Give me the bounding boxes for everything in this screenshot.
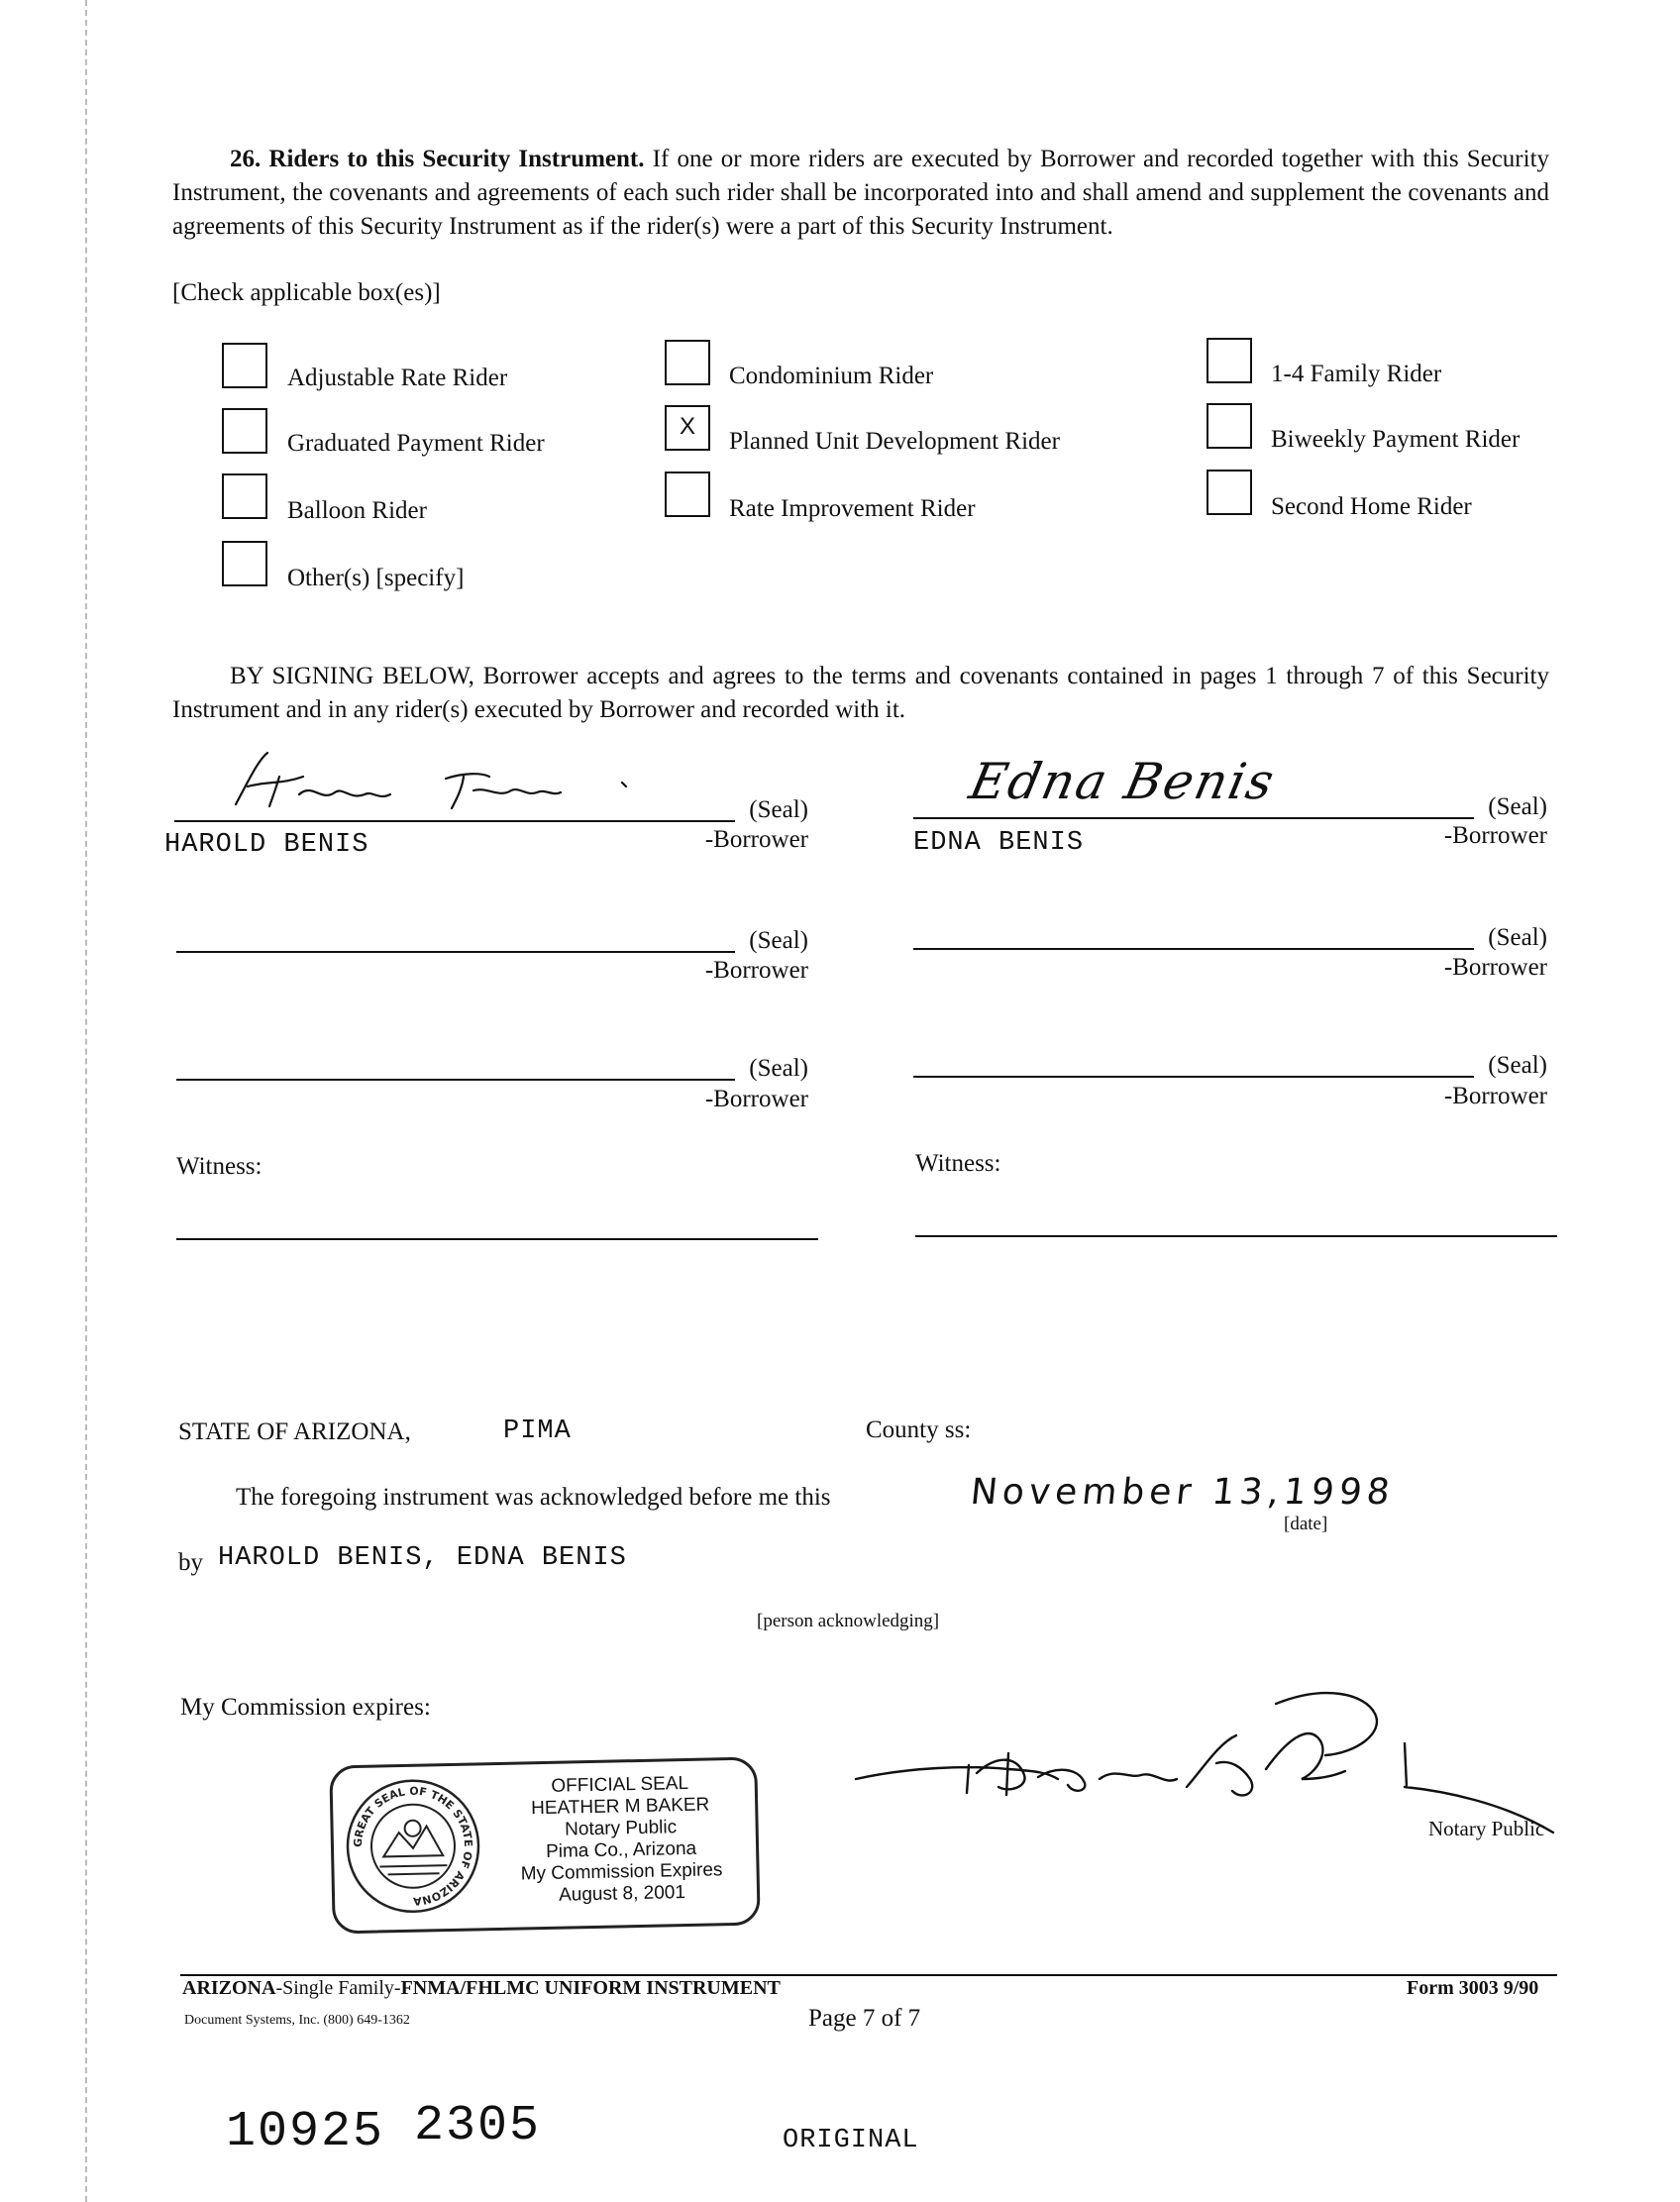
checkbox-planned-unit-development-rider[interactable]: X xyxy=(665,405,710,451)
checkbox-other-rider[interactable] xyxy=(222,541,267,586)
county-name: PIMA xyxy=(503,1416,572,1446)
stamp-line-expires-date: August 8, 2001 xyxy=(558,1882,686,1906)
stamp-line-title: Notary Public xyxy=(564,1817,678,1840)
notary-stamp xyxy=(329,1756,760,1934)
section-body: If one or more riders are executed by Borrower and recorded together with this Security Instrument, the covenants and agreements of each such rider shall be incorporated into and shall amend and supplement the covenants and agreements of this Security Instrument as if the rider(s) were a part of this Security Instrument. xyxy=(172,146,1550,240)
stamp-line-county: Pima Co., Arizona xyxy=(545,1837,697,1862)
stamp-line-official-seal: OFFICIAL SEAL xyxy=(551,1772,689,1797)
by-label: by xyxy=(178,1549,203,1576)
signature-line-borrower-1[interactable] xyxy=(174,820,735,822)
borrower-label: -Borrower xyxy=(704,826,808,853)
date-label: [date] xyxy=(1284,1514,1328,1534)
form-number: Form 3003 9/90 xyxy=(1407,1977,1539,1999)
label-condominium-rider: Condominium Rider xyxy=(729,363,934,389)
form-title-type: -Single Family- xyxy=(275,1977,401,1999)
stamp-line-expires-label: My Commission Expires xyxy=(520,1859,723,1885)
label-adjustable-rate-rider: Adjustable Rate Rider xyxy=(287,365,508,391)
recording-book: 10925 xyxy=(226,2104,385,2160)
borrower-label: -Borrower xyxy=(704,1086,808,1112)
form-title xyxy=(182,1977,781,2000)
edna-signature: Edna Benis xyxy=(964,753,1281,810)
label-second-home-rider: Second Home Rider xyxy=(1271,493,1472,520)
footer-rule xyxy=(180,1974,1557,1976)
commission-label: My Commission expires: xyxy=(180,1694,431,1721)
label-1-4-family-rider: 1-4 Family Rider xyxy=(1271,361,1442,387)
form-title-state: ARIZONA xyxy=(182,1977,276,1999)
notary-public-label: Notary Public xyxy=(1428,1817,1545,1840)
state-label: STATE OF ARIZONA, xyxy=(178,1418,411,1445)
seal-label: (Seal) xyxy=(749,796,808,823)
borrower-1-name: HAROLD BENIS xyxy=(164,830,369,860)
checkbox-rate-improvement-rider[interactable] xyxy=(665,472,710,517)
form-title-instrument: FNMA/FHLMC UNIFORM INSTRUMENT xyxy=(400,1977,781,1999)
signature-line-borrower-5[interactable] xyxy=(176,1079,735,1081)
witness-label-left: Witness: xyxy=(176,1153,262,1180)
stamp-line-notary-name: HEATHER M BAKER xyxy=(530,1794,710,1820)
signing-statement: BY SIGNING BELOW, Borrower accepts and agrees to the terms and covenants contained in pages 1 through 7 of this Security Instrument and in any rider(s) executed by Borrower and recorded with it. xyxy=(172,663,1549,723)
label-planned-unit-development-rider: Planned Unit Development Rider xyxy=(729,428,1060,455)
acknowledgment-date: November 13,1998 xyxy=(968,1472,1397,1513)
borrower-2-name: EDNA BENIS xyxy=(913,828,1085,858)
person-acknowledging-label: [person acknowledging] xyxy=(757,1611,940,1631)
stamp-text xyxy=(501,1772,742,1908)
section-26-paragraph xyxy=(172,143,1549,244)
signature-line-borrower-2[interactable] xyxy=(913,817,1474,819)
persons-acknowledging: HAROLD BENIS, EDNA BENIS xyxy=(218,1543,627,1573)
check-note: [Check applicable box(es)] xyxy=(172,279,441,306)
witness-line-left[interactable] xyxy=(176,1238,818,1240)
county-label: County ss: xyxy=(866,1416,972,1443)
label-rate-improvement-rider: Rate Improvement Rider xyxy=(729,495,976,522)
harold-signature xyxy=(218,743,654,822)
checkbox-graduated-payment-rider[interactable] xyxy=(222,408,267,454)
seal-label: (Seal) xyxy=(749,1055,808,1082)
seal-ring-text: GREAT SEAL OF THE STATE OF ARIZONA xyxy=(351,1784,475,1908)
page-number: Page 7 of 7 xyxy=(808,2005,921,2032)
section-number: 26. xyxy=(230,146,262,172)
borrower-label: -Borrower xyxy=(1443,822,1547,849)
checkbox-biweekly-payment-rider[interactable] xyxy=(1207,403,1252,449)
checkbox-balloon-rider[interactable] xyxy=(222,473,267,519)
borrower-label: -Borrower xyxy=(1443,954,1547,981)
section-heading: Riders to this Security Instrument. xyxy=(268,146,645,172)
witness-line-right[interactable] xyxy=(915,1235,1557,1237)
borrower-label: -Borrower xyxy=(1443,1083,1547,1109)
borrower-label: -Borrower xyxy=(704,957,808,984)
signature-line-borrower-4[interactable] xyxy=(913,948,1474,950)
checkbox-second-home-rider[interactable] xyxy=(1207,470,1252,515)
signature-line-borrower-6[interactable] xyxy=(913,1076,1474,1078)
seal-label: (Seal) xyxy=(1488,793,1547,820)
original-label: ORIGINAL xyxy=(783,2126,919,2155)
checkbox-1-4-family-rider[interactable] xyxy=(1207,338,1252,383)
signature-line-borrower-3[interactable] xyxy=(176,951,735,953)
label-graduated-payment-rider: Graduated Payment Rider xyxy=(287,430,545,457)
state-seal-icon xyxy=(343,1775,484,1917)
label-balloon-rider: Balloon Rider xyxy=(287,497,427,524)
seal-label: (Seal) xyxy=(1488,924,1547,951)
seal-label: (Seal) xyxy=(1488,1052,1547,1079)
document-systems: Document Systems, Inc. (800) 649-1362 xyxy=(184,2013,410,2028)
acknowledgment-text: The foregoing instrument was acknowledged before me this xyxy=(236,1484,831,1511)
checkbox-condominium-rider[interactable] xyxy=(665,340,710,385)
checkbox-adjustable-rate-rider[interactable] xyxy=(222,343,267,388)
witness-label-right: Witness: xyxy=(915,1150,1001,1177)
label-biweekly-payment-rider: Biweekly Payment Rider xyxy=(1271,426,1521,453)
recording-page: 2305 xyxy=(414,2098,542,2154)
seal-label: (Seal) xyxy=(749,927,808,954)
margin-perforation xyxy=(85,0,87,2202)
label-other-rider: Other(s) [specify] xyxy=(287,565,465,591)
